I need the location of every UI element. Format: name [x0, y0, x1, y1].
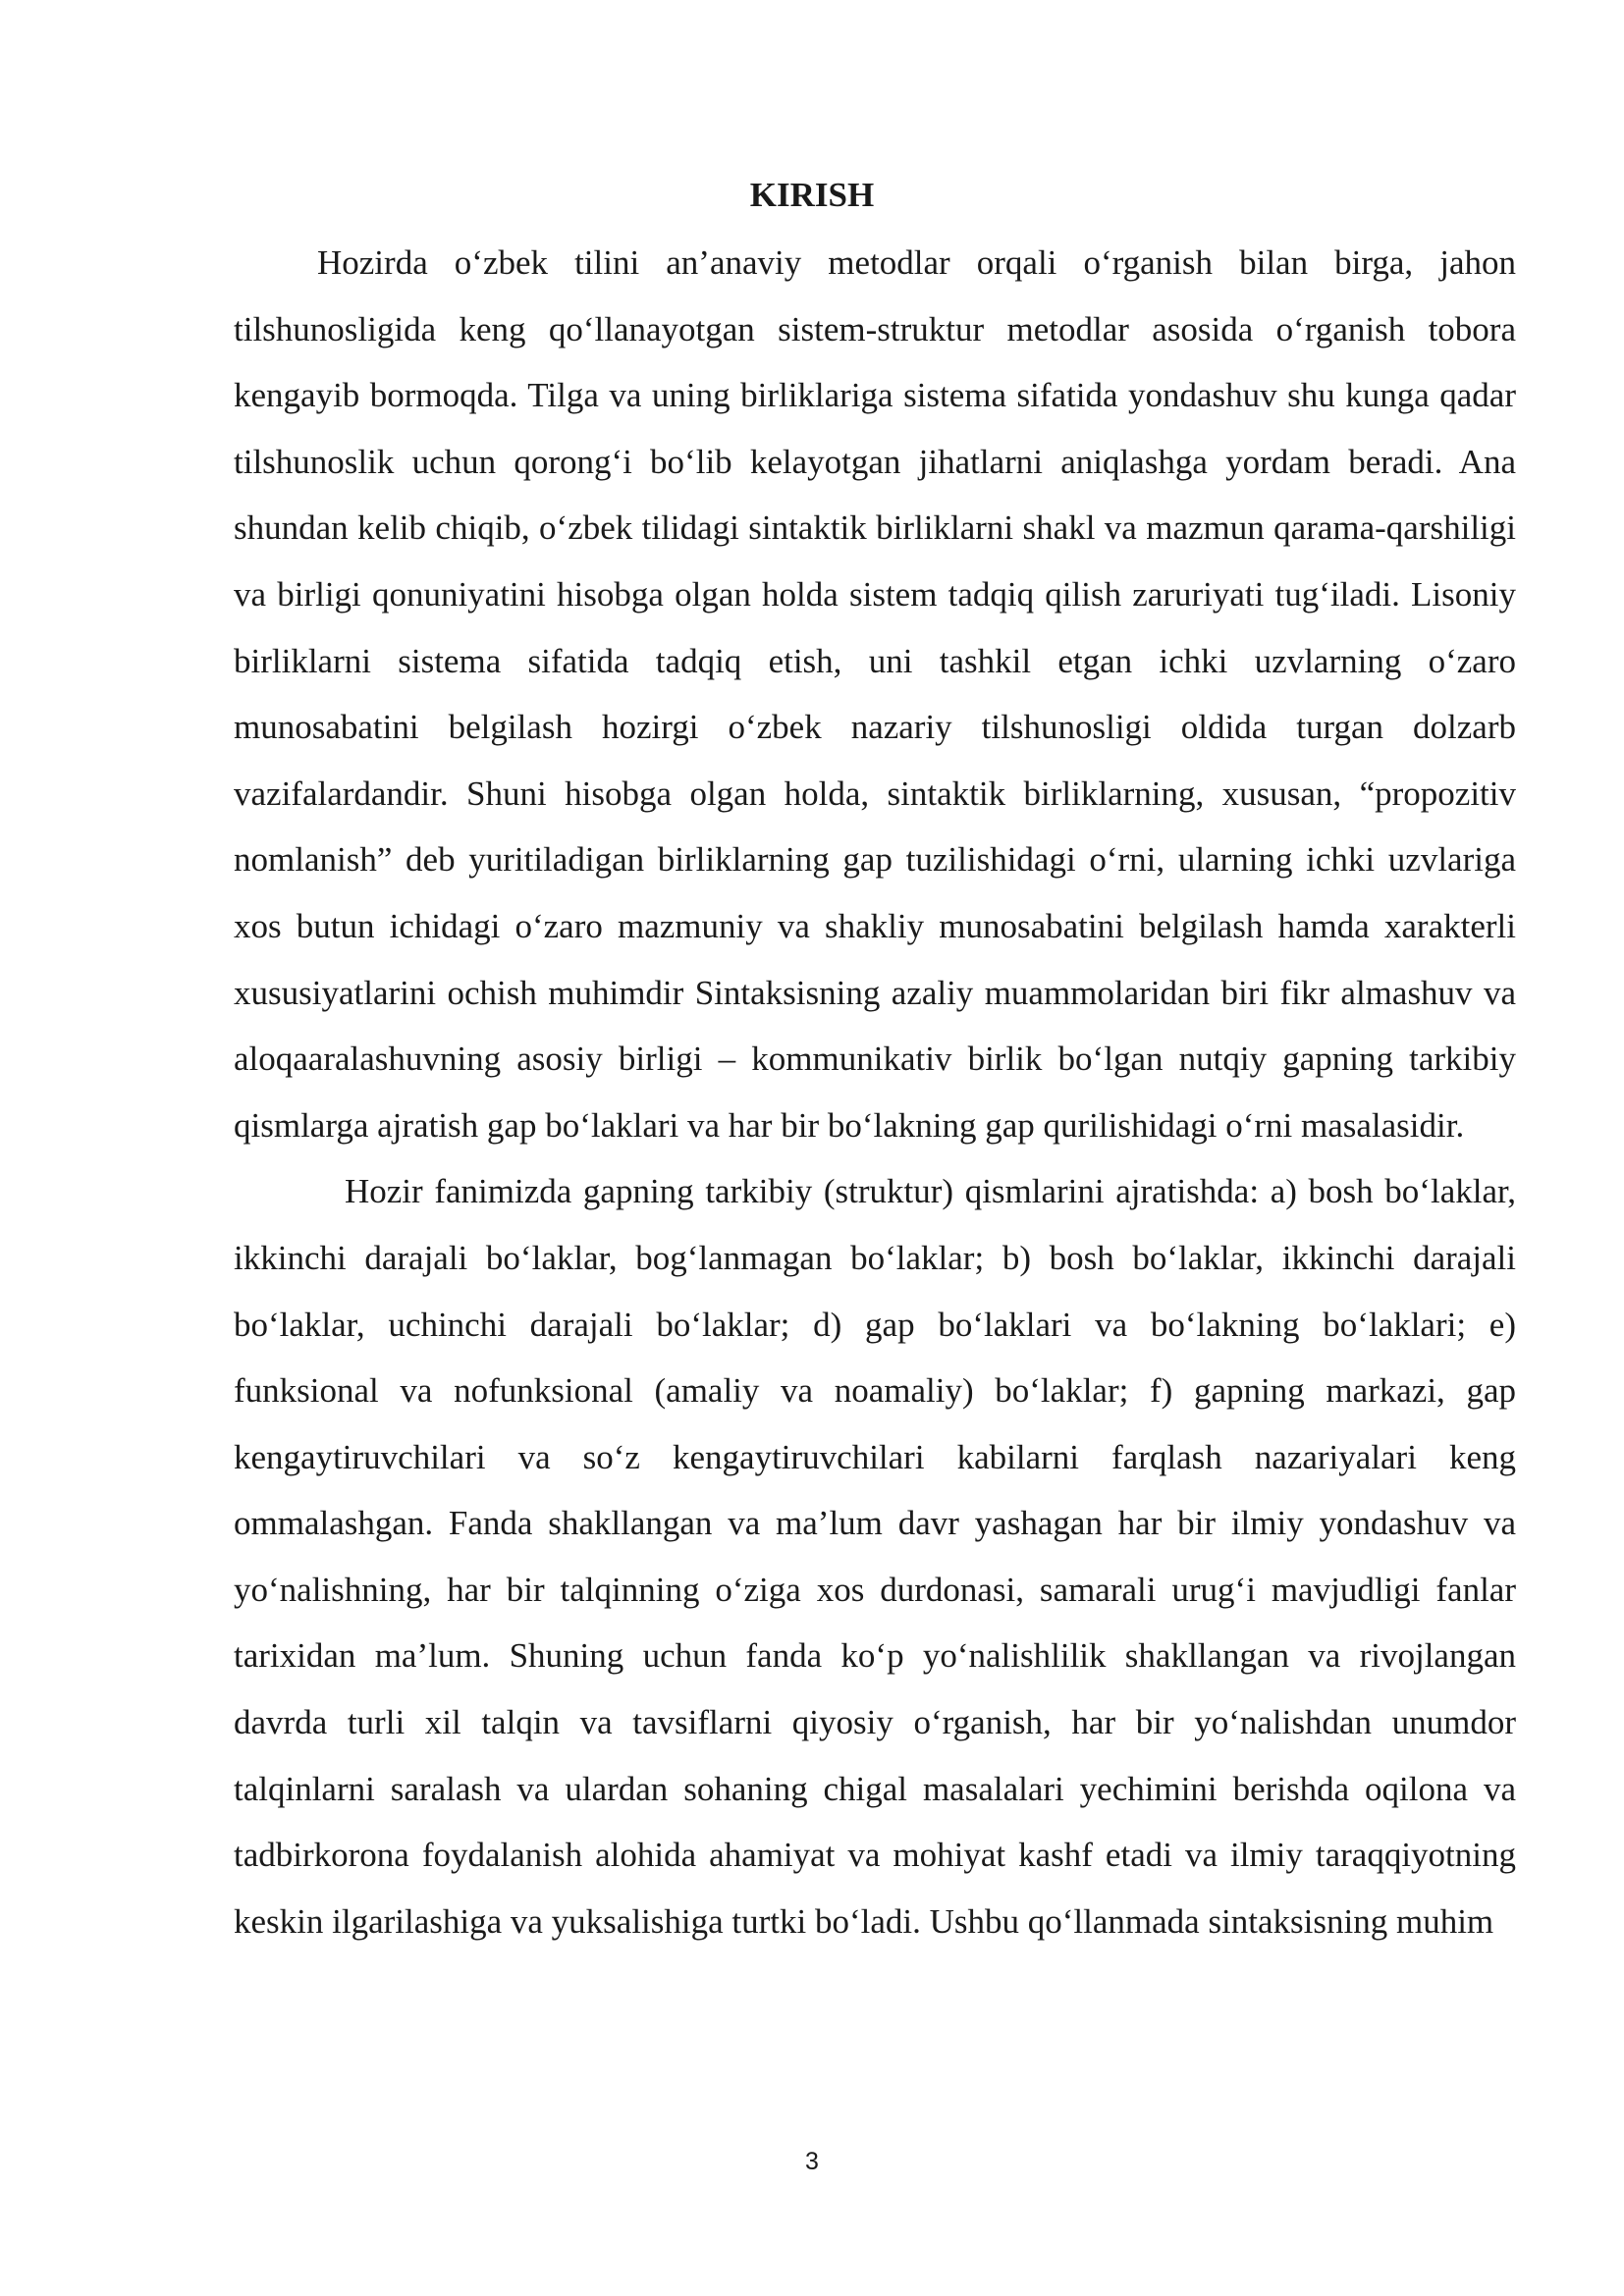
paragraph-2: Hozir fanimizda gapning tarkibiy (struktur) qismlarini ajratishda: a) bosh bo‘laklar, ikkinchi darajali bo‘laklar, bog‘lanmagan bo‘laklar; b) bosh bo‘laklar, ikkinchi darajali bo‘laklar, uchinchi darajali bo‘laklar; d) gap bo‘laklari va bo‘lakning bo‘laklari; e) funksional va nofunksional (amaliy va noamaliy) bo‘laklar; f) gapning markazi, gap kengaytiruvchilari va so‘z kengaytiruvchilari kabilarni farqlash nazariyalari keng ommalashgan. Fanda shakllangan va ma’lum davr yashagan har bir ilmiy yondashuv va yo‘nalishning, har bir talqinning o‘ziga xos durdonasi, samarali urug‘i mavjudligi fanlar tarixidan ma’lum. Shuning uchun fanda ko‘p yo‘nalishlilik shakllangan va rivojlangan davrda turli xil talqin va tavsiflarni qiyosiy o‘rganish, har bir yo‘nalishdan unumdor talqinlarni saralash va ulardan sohaning chigal masalalari yechimini berishda oqilona va tadbirkorona foydalanish alohida ahamiyat va mohiyat kashf etadi va ilmiy taraqqiyotning keskin ilgarilashiga va yuksalishiga turtki bo‘ladi. Ushbu qo‘llanmada sintaksisning muhim [234, 1172, 1516, 1941]
body-text [234, 230, 1516, 1954]
page-number: 3 [805, 2148, 819, 2175]
paragraph-1: Hozirda o‘zbek tilini an’anaviy metodlar orqali o‘rganish bilan birga, jahon tilshunosligida keng qo‘llanayotgan sistem-struktur metodlar asosida o‘rganish tobora kengayib bormoqda. Tilga va uning birliklariga sistema sifatida yondashuv shu kunga qadar tilshunoslik uchun qorong‘i bo‘lib kelayotgan jihatlarni aniqlashga yordam beradi. Ana shundan kelib chiqib, o‘zbek tilidagi sintaktik birliklarni shakl va mazmun qarama-qarshiligi va birligi qonuniyatini hisobga olgan holda sistem tadqiq qilish zaruriyati tug‘iladi. Lisoniy birliklarni sistema sifatida tadqiq etish, uni tashkil etgan ichki uzvlarning o‘zaro munosabatini belgilash hozirgi o‘zbek nazariy tilshunosligi oldida turgan dolzarb vazifalardandir. Shuni hisobga olgan holda, sintaktik birliklarning, xususan, “propozitiv nomlanish” deb yuritiladigan birliklarning gap tuzilishidagi o‘rni, ularning ichki uzvlariga xos butun ichidagi o‘zaro mazmuniy va shakliy munosabatini belgilash hamda xarakterli xususiyatlarini ochish muhimdir Sintaksisning azaliy muammolaridan biri fikr almashuv va aloqaaralashuvning asosiy birligi – kommunikativ birlik bo‘lgan nutqiy gapning tarkibiy qismlarga ajratish gap bo‘laklari va har bir bo‘lakning gap qurilishidagi o‘rni masalasidir. [234, 243, 1516, 1145]
section-heading: KIRISH [749, 176, 875, 214]
